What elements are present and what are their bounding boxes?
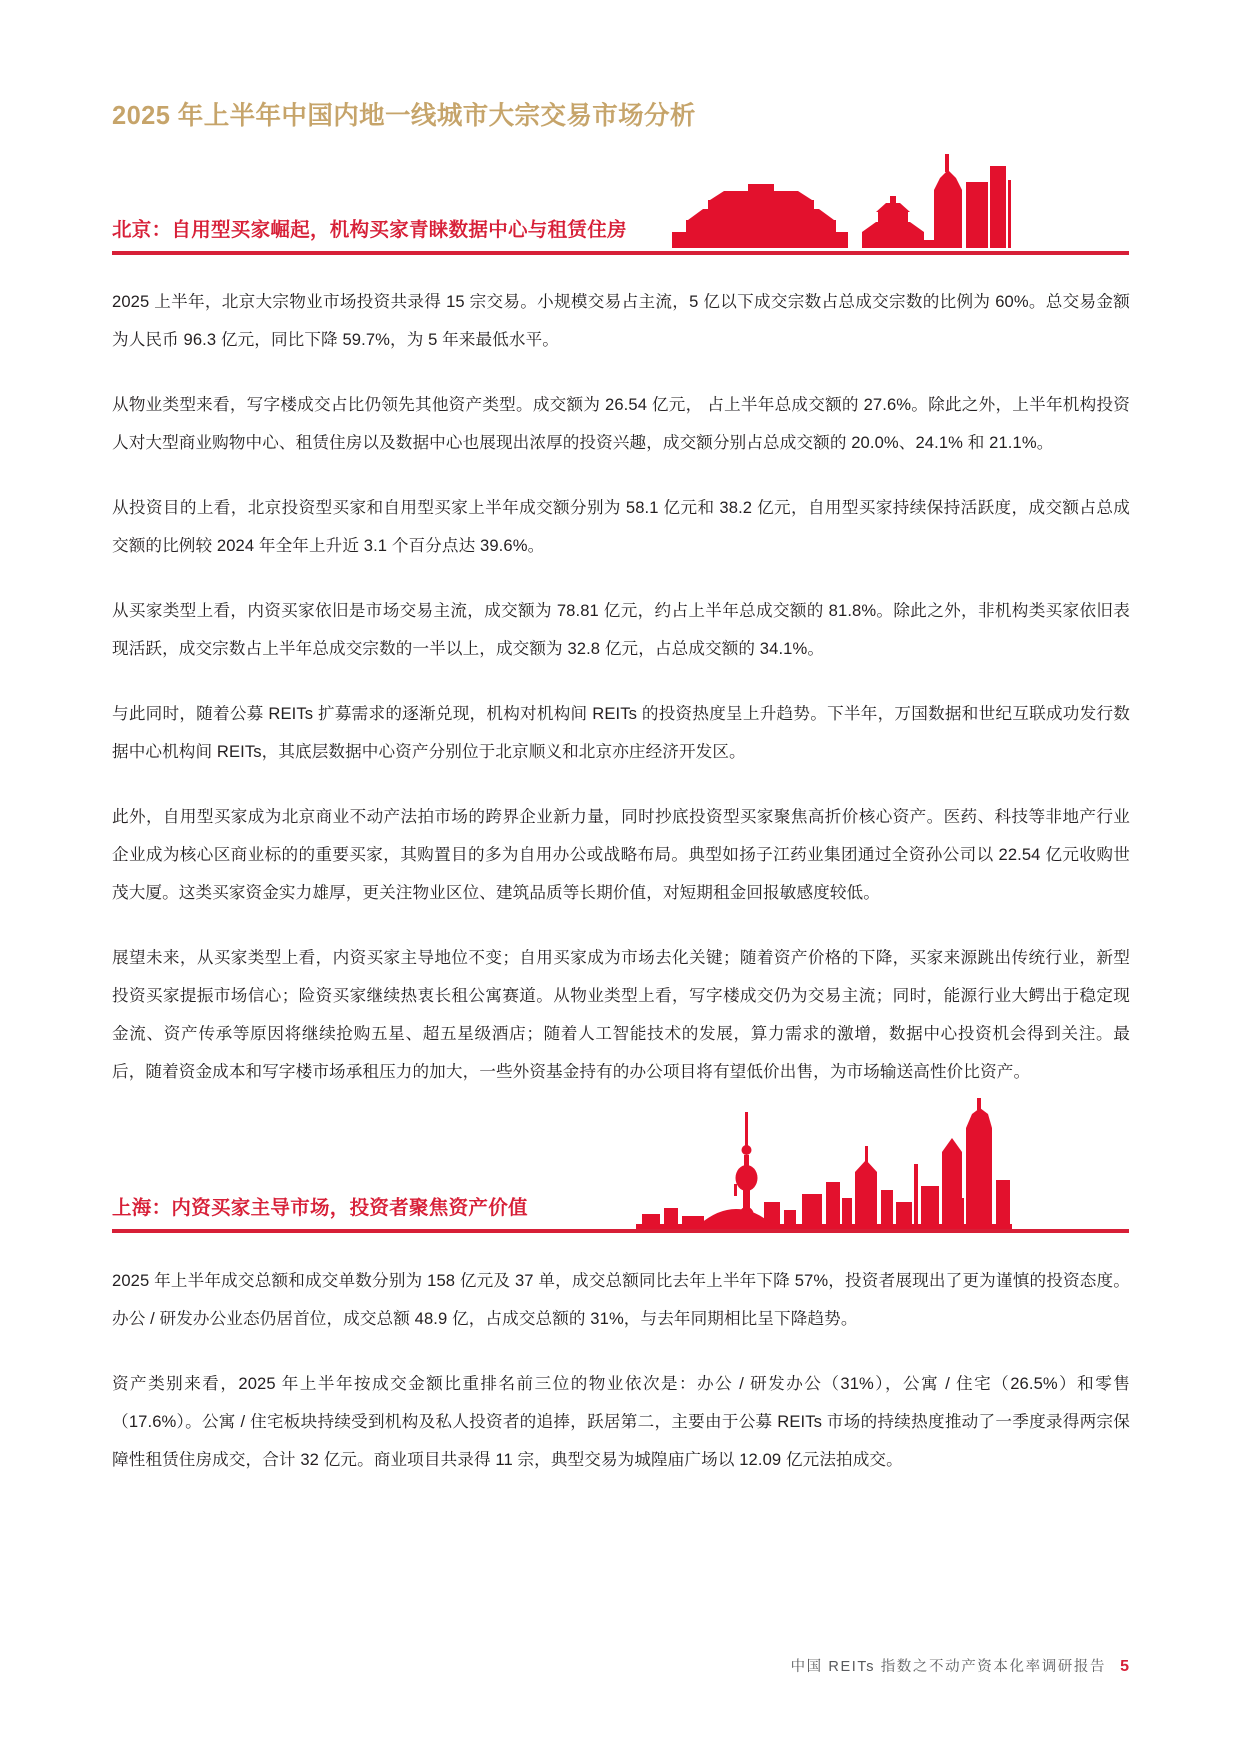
paragraph: 2025 年上半年成交总额和成交单数分别为 158 亿元及 37 单，成交总额同比去年上半年下降 57%，投资者展现出了更为谨慎的投资态度。办公 / 研发办公业态仍居首位，成交总额 48.9 亿，占成交总额的 31%，与去年同期相比呈下降趋势。 bbox=[112, 1271, 1130, 1328]
beijing-body bbox=[112, 283, 1130, 1091]
paragraph: 资产类别来看，2025 年上半年按成交金额比重排名前三位的物业依次是：办公 / 研发办公（31%），公寓 / 住宅（26.5%）和零售（17.6%）。公寓 / 住宅板块持续受到机构及私人投资者的追捧，跃居第二，主要由于公募 REITs 市场的持续热度推动了一季度录得两宗保障性租赁住房成交，合计 32 亿元。商业项目共录得 11 宗，典型交易为城隍庙广场以 12.09 亿元法拍成交。 bbox=[112, 1374, 1130, 1469]
shanghai-body bbox=[112, 1262, 1130, 1479]
page-footer bbox=[791, 1655, 1129, 1676]
section-rule-beijing bbox=[112, 251, 1129, 255]
paragraph: 展望未来，从买家类型上看，内资买家主导地位不变；自用买家成为市场去化关键；随着资产价格的下降，买家来源跳出传统行业，新型投资买家提振市场信心；险资买家继续热衷长租公寓赛道。从物业类型上看，写字楼成交仍为交易主流；同时，能源行业大鳄出于稳定现金流、资产传承等原因将继续抢购五星、超五星级酒店；随着人工智能技术的发展，算力需求的激增，数据中心投资机会得到关注。最后，随着资金成本和写字楼市场承租压力的加大，一些外资基金持有的办公项目将有望低价出售，为市场输送高性价比资产。 bbox=[112, 948, 1130, 1081]
section-title-beijing: 北京：自用型买家崛起，机构买家青睐数据中心与租赁住房 bbox=[112, 219, 627, 241]
paragraph: 从买家类型上看，内资买家依旧是市场交易主流，成交额为 78.81 亿元，约占上半年总成交额的 81.8%。除此之外，非机构类买家依旧表现活跃，成交宗数占上半年总成交宗数的一半以上，成交额为 32.8 亿元，占总成交额的 34.1%。 bbox=[112, 601, 1130, 658]
paragraph: 从物业类型来看，写字楼成交占比仍领先其他资产类型。成交额为 26.54 亿元， 占上半年总成交额的 27.6%。除此之外，上半年机构投资人对大型商业购物中心、租赁住房以及数据中心也展现出浓厚的投资兴趣，成交额分别占总成交额的 20.0%、24.1% 和 21.1%。 bbox=[112, 395, 1130, 452]
paragraph: 与此同时，随着公募 REITs 扩募需求的逐渐兑现，机构对机构间 REITs 的投资热度呈上升趋势。下半年，万国数据和世纪互联成功发行数据中心机构间 REITs，其底层数据中心资产分别位于北京顺义和北京亦庄经济开发区。 bbox=[112, 704, 1130, 761]
page-title: 2025 年上半年中国内地一线城市大宗交易市场分析 bbox=[112, 102, 696, 130]
paragraph: 2025 上半年，北京大宗物业市场投资共录得 15 宗交易。小规模交易占主流，5 亿以下成交宗数占总成交宗数的比例为 60%。总交易金额为人民币 96.3 亿元，同比下降 59.7%，为 5 年来最低水平。 bbox=[112, 292, 1130, 349]
footer-text: 中国 REITs 指数之不动产资本化率调研报告 bbox=[790, 1659, 1107, 1675]
paragraph: 此外，自用型买家成为北京商业不动产法拍市场的跨界企业新力量，同时抄底投资型买家聚焦高折价核心资产。医药、科技等非地产行业企业成为核心区商业标的的重要买家，其购置目的多为自用办公或战略布局。典型如扬子江药业集团通过全资孙公司以 22.54 亿元收购世茂大厦。这类买家资金实力雄厚，更关注物业区位、建筑品质等长期价值，对短期租金回报敏感度较低。 bbox=[112, 807, 1130, 902]
page-number: 5 bbox=[1120, 1658, 1129, 1675]
section-rule-shanghai bbox=[112, 1229, 1129, 1233]
section-title-shanghai: 上海：内资买家主导市场，投资者聚焦资产价值 bbox=[112, 1197, 528, 1219]
section-header-beijing bbox=[112, 214, 1132, 255]
paragraph: 从投资目的上看，北京投资型买家和自用型买家上半年成交额分别为 58.1 亿元和 38.2 亿元，自用型买家持续保持活跃度，成交额占总成交额的比例较 2024 年全年上升近 3.1 个百分点达 39.6%。 bbox=[112, 498, 1130, 555]
